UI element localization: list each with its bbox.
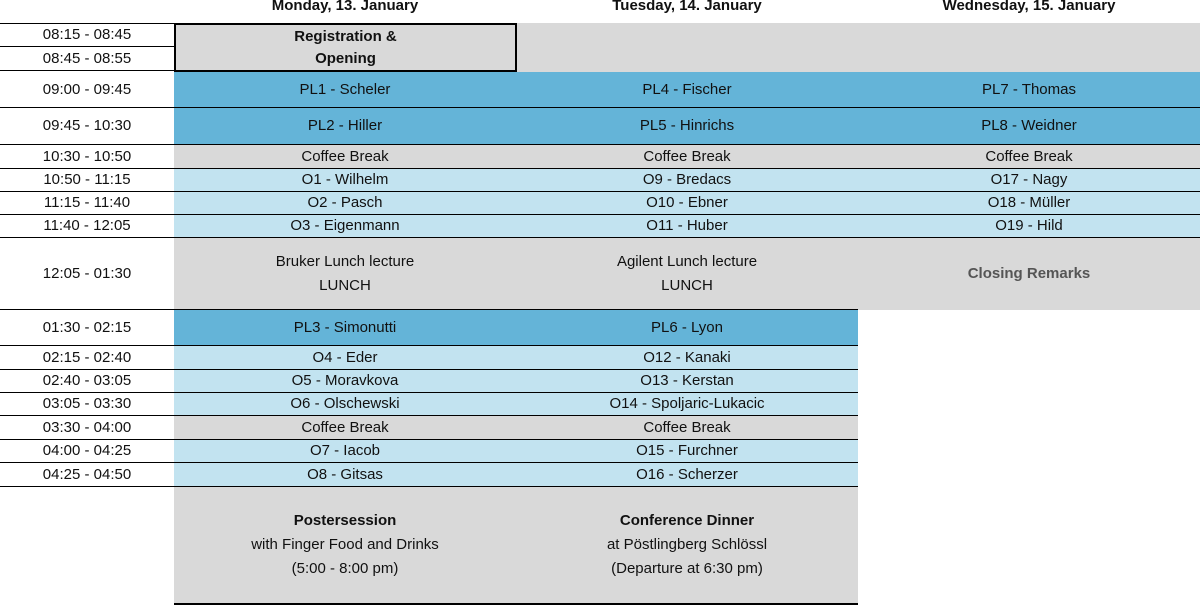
evening-time: (Departure at 6:30 pm) [611, 560, 763, 577]
oral-talk: O9 - Bredacs [516, 169, 858, 192]
plenary-session: PL8 - Weidner [858, 108, 1200, 145]
time-slot: 09:45 - 10:30 [0, 108, 174, 145]
day-header-wednesday: Wednesday, 15. January [942, 0, 1116, 14]
lunch-lecture: Bruker Lunch lecture [275, 252, 415, 270]
oral-talk: O10 - Ebner [516, 192, 858, 215]
plenary-session: PL3 - Simonutti [174, 310, 516, 346]
oral-talk: O7 - Iacob [174, 440, 516, 463]
lunch-block [174, 238, 516, 310]
evening-title: Conference Dinner [619, 512, 755, 529]
time-slot: 03:05 - 03:30 [0, 393, 174, 416]
plenary-session: PL1 - Scheler [174, 72, 516, 108]
oral-talk: O11 - Huber [516, 215, 858, 238]
time-slot: 10:50 - 11:15 [0, 169, 174, 192]
lunch-label: LUNCH [661, 276, 713, 294]
evening-detail: at Pöstlingberg Schlössl [606, 536, 768, 553]
time-slot: 10:30 - 10:50 [0, 145, 174, 169]
time-slot: 01:30 - 02:15 [0, 310, 174, 346]
oral-talk: O4 - Eder [174, 346, 516, 370]
oral-talk: O6 - Olschewski [174, 393, 516, 416]
time-slot: 11:15 - 11:40 [0, 192, 174, 215]
plenary-session: PL2 - Hiller [174, 108, 516, 145]
lunch-block [516, 238, 858, 310]
oral-talk: O16 - Scherzer [516, 463, 858, 487]
time-slot: 03:30 - 04:00 [0, 416, 174, 440]
day-header-monday: Monday, 13. January [271, 0, 419, 14]
time-slot: 04:00 - 04:25 [0, 440, 174, 463]
oral-talk: O19 - Hild [858, 215, 1200, 238]
time-slot: 02:40 - 03:05 [0, 370, 174, 393]
time-slot: 04:25 - 04:50 [0, 463, 174, 487]
evening-time: (5:00 - 8:00 pm) [291, 560, 399, 577]
evening-detail: with Finger Food and Drinks [251, 536, 439, 553]
time-slot: 09:00 - 09:45 [0, 72, 174, 108]
time-slot: 11:40 - 12:05 [0, 215, 174, 238]
time-slot: 08:45 - 08:55 [0, 47, 174, 71]
time-slot: 08:15 - 08:45 [0, 23, 174, 47]
oral-talk: O1 - Wilhelm [174, 169, 516, 192]
oral-talk: O17 - Nagy [858, 169, 1200, 192]
empty-gray-block [516, 23, 1200, 72]
time-slot: 12:05 - 01:30 [0, 238, 174, 310]
lunch-lecture: Agilent Lunch lecture [616, 252, 758, 270]
evening-title: Postersession [293, 512, 397, 529]
registration-opening [174, 23, 517, 72]
oral-talk: O14 - Spoljaric-Lukacic [516, 393, 858, 416]
time-slot: 02:15 - 02:40 [0, 346, 174, 370]
coffee-break: Coffee Break [516, 145, 858, 169]
coffee-break: Coffee Break [858, 145, 1200, 169]
oral-talk: O12 - Kanaki [516, 346, 858, 370]
conference-dinner-block [516, 487, 858, 605]
plenary-session: PL6 - Lyon [516, 310, 858, 346]
oral-talk: O3 - Eigenmann [174, 215, 516, 238]
plenary-session: PL4 - Fischer [516, 72, 858, 108]
coffee-break: Coffee Break [516, 416, 858, 440]
closing-remarks: Closing Remarks [858, 238, 1200, 310]
plenary-session: PL5 - Hinrichs [516, 108, 858, 145]
registration-line: Registration & [294, 27, 397, 45]
oral-talk: O18 - Müller [858, 192, 1200, 215]
plenary-session: PL7 - Thomas [858, 72, 1200, 108]
postersession-block [174, 487, 516, 605]
oral-talk: O8 - Gitsas [174, 463, 516, 487]
coffee-break: Coffee Break [174, 416, 516, 440]
oral-talk: O2 - Pasch [174, 192, 516, 215]
oral-talk: O13 - Kerstan [516, 370, 858, 393]
day-header-tuesday: Tuesday, 14. January [612, 0, 762, 14]
registration-line: Opening [315, 49, 376, 67]
oral-talk: O5 - Moravkova [174, 370, 516, 393]
lunch-label: LUNCH [319, 276, 371, 294]
oral-talk: O15 - Furchner [516, 440, 858, 463]
coffee-break: Coffee Break [174, 145, 516, 169]
